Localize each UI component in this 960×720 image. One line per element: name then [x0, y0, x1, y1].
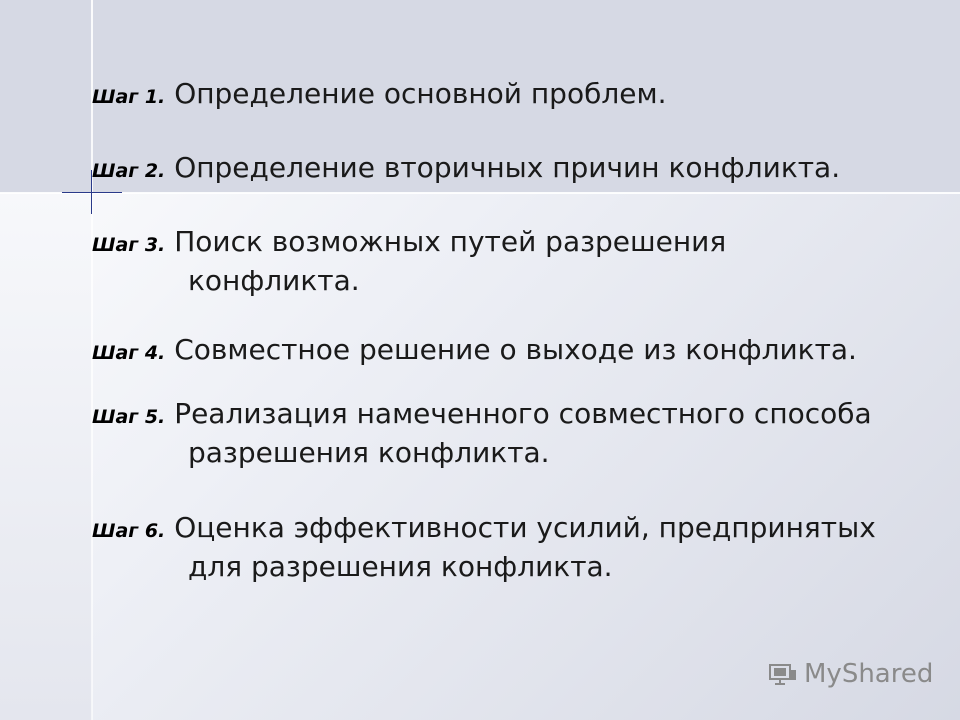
- step-item-5: [92, 396, 952, 471]
- step-label: Шаг 3.: [92, 234, 166, 256]
- step-label: Шаг 4.: [92, 342, 166, 364]
- step-text-continuation: для разрешения конфликта.: [188, 550, 613, 583]
- step-item-3: [92, 224, 952, 299]
- step-label: Шаг 5.: [92, 406, 166, 428]
- step-label: Шаг 6.: [92, 520, 166, 542]
- step-text: Реализация намеченного совместного способа: [174, 397, 872, 430]
- step-label: Шаг 1.: [92, 86, 166, 108]
- step-text: Оценка эффективности усилий, предпринятых: [174, 511, 876, 544]
- presentation-icon: [768, 662, 798, 686]
- step-text: Поиск возможных путей разрешения: [174, 225, 727, 258]
- step-label: Шаг 2.: [92, 160, 166, 182]
- watermark-text: MyShared: [804, 659, 934, 689]
- step-item-6: [92, 510, 952, 585]
- step-text: Совместное решение о выходе из конфликта.: [174, 333, 857, 366]
- step-text: Определение вторичных причин конфликта.: [174, 151, 841, 184]
- watermark-logo: [768, 656, 934, 692]
- step-text-continuation: конфликта.: [188, 264, 360, 297]
- step-item-1: [92, 76, 952, 115]
- step-item-4: [92, 332, 952, 371]
- step-text-continuation: разрешения конфликта.: [188, 436, 550, 469]
- step-text: Определение основной проблем.: [174, 77, 667, 110]
- step-item-2: [92, 150, 952, 189]
